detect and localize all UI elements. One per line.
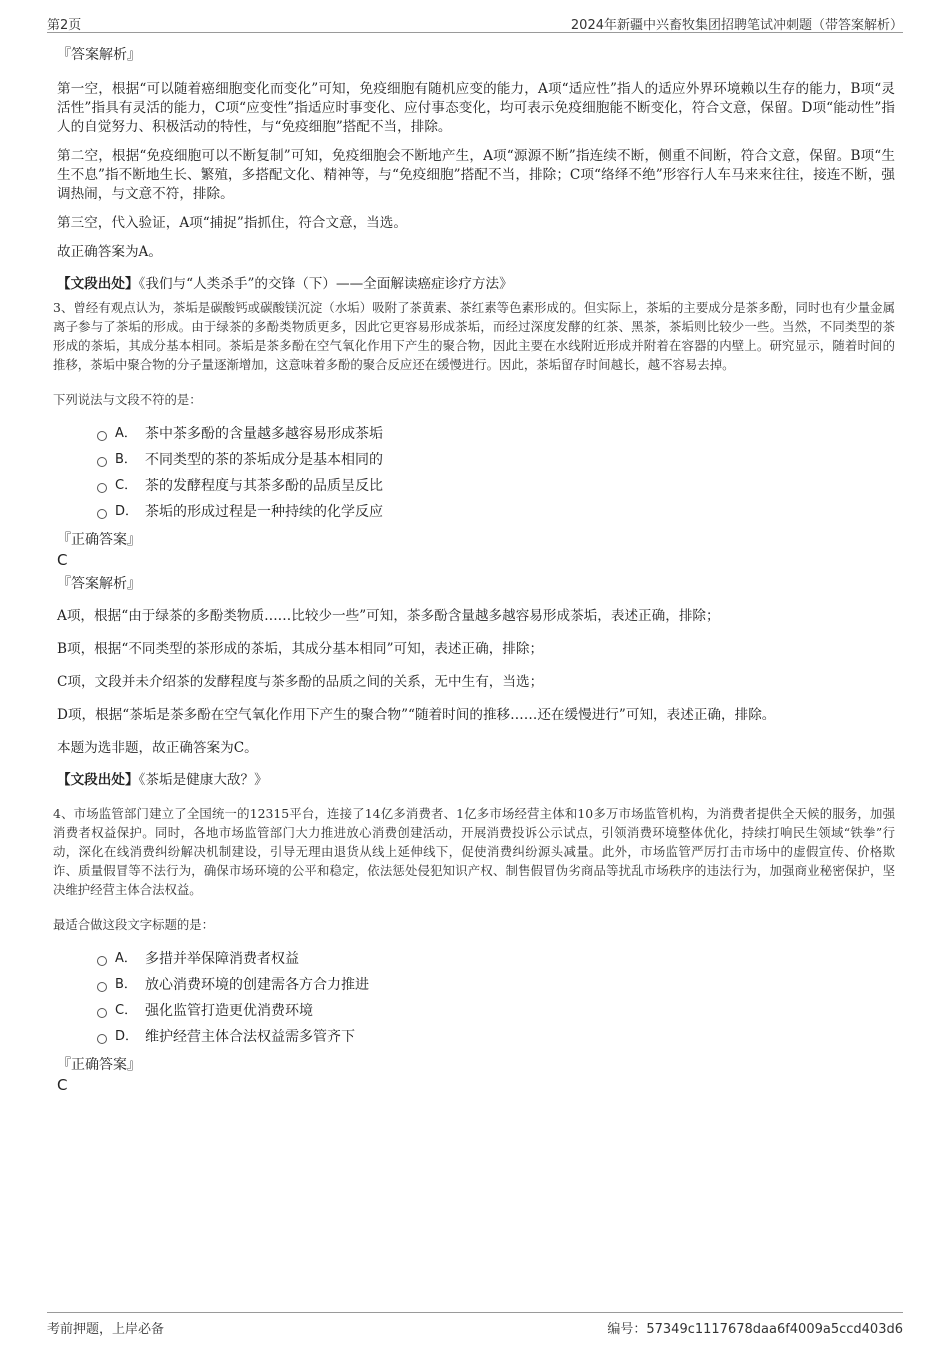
radio-button[interactable] [97,1008,107,1018]
radio-button[interactable] [97,1034,107,1044]
analysis-paragraph: A项，根据“由于绿茶的多酚类物质……比较少一些”可知，茶多酚含量越多越容易形成茶垢，表述正确，排除； [57,608,720,624]
page-number: 第2页 [47,18,82,33]
correct-answer-label: 『正确答案』 [57,1057,141,1073]
correct-answer: C [57,1076,68,1094]
correct-answer: C [57,551,68,569]
question-3-text: 3、曾经有观点认为，茶垢是碳酸钙或碳酸镁沉淀（水垢）吸附了茶黄素、茶红素等色素形成的。但实际上，茶垢的主要成分是茶多酚，同时也有少量金属离子参与了茶垢的形成。由于绿茶的多酚类物质更多，因此它更容易形成茶垢，而经过深度发酵的红茶、黑茶，茶垢则比较少一些。当然，不同类型的茶形成的茶垢，其成分基本相同。茶垢是茶多酚在空气氧化作用下产生的聚合物，因此主要在水线附近形成并附着在容器的内壁上。研究显示，随着时间的推移，茶垢中聚合物的分子量逐渐增加，这意味着多酚的聚合反应还在缓慢进行。因此，茶垢留存时间越长，越不容易去掉。 [53,300,895,372]
source-label: 【文段出处】 [57,772,139,788]
option-d[interactable]: D． 维护经营主体合法权益需多管齐下 [97,1024,895,1050]
source-label: 【文段出处】 [57,276,139,292]
question-4-text: 4、市场监管部门建立了全国统一的12315平台，连接了14亿多消费者、1亿多市场经营主体和10多万市场监管机构，为消费者提供全天候的服务，加强消费者权益保护。同时，各地市场监管部门大力推进放心消费创建活动，开展消费投诉公示试点，引领消费环境整体优化，持续打响民生领域“铁拳”行动，深化在线消费纠纷解决机制建设，引导无理由退货从线上延伸线下，促使消费纠纷源头减量。此外，市场监管严厉打击市场中的虚假宣传、价格欺诈、质量假冒等不法行为，确保市场环境的公平和稳定，依法惩处侵犯知识产权、制售假冒伪劣商品等扰乱市场秩序的违法行为，加强商业秘密保护，坚决维护经营主体合法权益。 [53,806,895,897]
analysis-paragraph: D项，根据“茶垢是茶多酚在空气氧化作用下产生的聚合物”“随着时间的推移……还在缓慢进行”可知，表述正确，排除。 [57,707,776,723]
radio-button[interactable] [97,457,107,467]
page-content [53,44,895,1094]
analysis-paragraph: 故正确答案为A。 [57,244,162,260]
source-line [57,274,895,294]
document-serial: 编号：57349c1117678daa6f4009a5ccd403d6 [607,1322,903,1337]
analysis-paragraph: 第三空，代入验证，A项“捕捉”指抓住，符合文意，当选。 [57,215,407,231]
radio-button[interactable] [97,431,107,441]
page-header [47,10,903,33]
option-c[interactable]: C． 强化监管打造更优消费环境 [97,998,895,1024]
option-b[interactable]: B． 放心消费环境的创建需各方合力推进 [97,972,895,998]
source-text: 《茶垢是健康大敌？》 [138,772,268,788]
analysis-paragraph: 第二空，根据“免疫细胞可以不断复制”可知，免疫细胞会不断地产生，A项“源源不断”指连续不断，侧重不间断，符合文意，保留。B项“生生不息”指不断地生长、繁殖，多搭配文化、精神等，与“免疫细胞”搭配不当，排除；C项“络绎不绝”形容行人车马来来往往，接连不断，强调热闹，与文意不符，排除。 [57,148,895,202]
option-d[interactable]: D． 茶垢的形成过程是一种持续的化学反应 [97,499,895,525]
analysis-label: 『答案解析』 [57,576,141,592]
option-a[interactable]: A． 多措并举保障消费者权益 [97,946,895,972]
question-4-options [97,946,895,1050]
radio-button[interactable] [97,509,107,519]
question-4-prompt: 最适合做这段文字标题的是： [53,917,215,932]
question-3-options [97,421,895,525]
option-b[interactable]: B． 不同类型的茶的茶垢成分是基本相同的 [97,447,895,473]
radio-button[interactable] [97,982,107,992]
radio-button[interactable] [97,483,107,493]
analysis-paragraph: 本题为选非题，故正确答案为C。 [57,740,258,756]
analysis-paragraph: 第一空，根据“可以随着癌细胞变化而变化”可知，免疫细胞有随机应变的能力，A项“适应性”指人的适应外界环境赖以生存的能力，B项“灵活性”指具有灵活的能力，C项“应变性”指适应时事变化、应付事态变化，均可表示免疫细胞能不断变化，符合文意，保留。D项“能动性”指人的自觉努力、积极活动的特性，与“免疫细胞”搭配不当，排除。 [57,81,895,135]
option-c[interactable]: C． 茶的发酵程度与其茶多酚的品质呈反比 [97,473,895,499]
source-line [57,770,895,790]
option-a[interactable]: A． 茶中茶多酚的含量越多越容易形成茶垢 [97,421,895,447]
analysis-paragraph: B项，根据“不同类型的茶形成的茶垢，其成分基本相同”可知，表述正确，排除； [57,641,544,657]
correct-answer-label: 『正确答案』 [57,532,141,548]
analysis-paragraph: C项，文段并未介绍茶的发酵程度与茶多酚的品质之间的关系，无中生有，当选； [57,674,544,690]
source-text: 《我们与“人类杀手”的交锋（下）——全面解读癌症诊疗方法》 [138,276,513,292]
analysis-label: 『答案解析』 [57,47,141,63]
page-footer [47,1312,903,1337]
radio-button[interactable] [97,956,107,966]
document-title: 2024年新疆中兴畜牧集团招聘笔试冲刺题（带答案解析） [570,18,903,33]
question-3-prompt: 下列说法与文段不符的是： [53,392,202,407]
footer-slogan: 考前押题，上岸必备 [47,1322,165,1337]
